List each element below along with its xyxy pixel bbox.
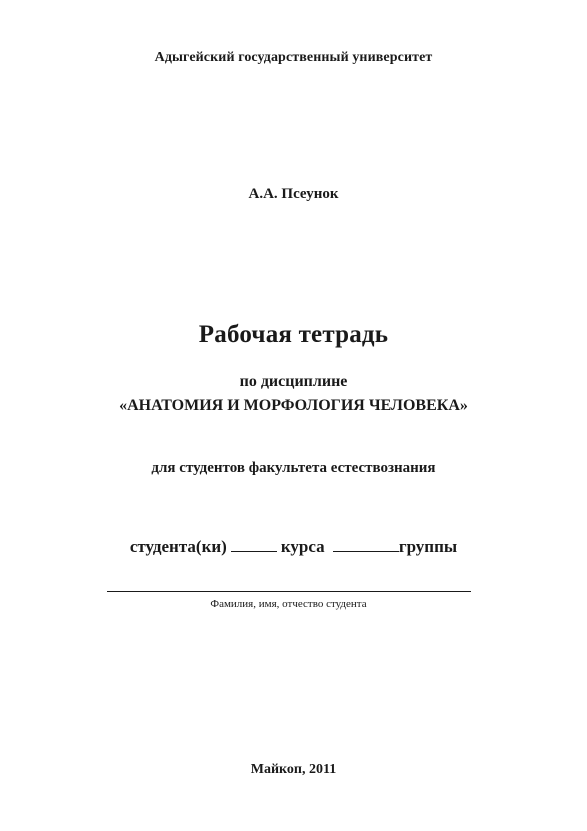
student-name-blank-field[interactable] (107, 591, 471, 592)
student-info-line (0, 537, 587, 557)
student-label: студента(ки) (129, 537, 227, 556)
group-label: группы (398, 537, 458, 556)
document-title: Рабочая тетрадь (198, 321, 389, 348)
audience-line: для студентов факультета естествознания (151, 460, 436, 476)
course-blank-field[interactable] (231, 537, 277, 552)
discipline-prefix: по дисциплине (239, 373, 348, 390)
place-and-year: Майкоп, 2011 (250, 762, 337, 777)
student-name-caption: Фамилия, имя, отчество студента (210, 598, 367, 610)
discipline-name: «АНАТОМИЯ И МОРФОЛОГИЯ ЧЕЛОВЕКА» (119, 397, 468, 414)
university-name: Адыгейский государственный университет (154, 50, 433, 65)
author-name: А.А. Псеунок (248, 186, 339, 202)
group-blank-field[interactable] (333, 537, 399, 552)
course-label: курса (280, 537, 325, 556)
